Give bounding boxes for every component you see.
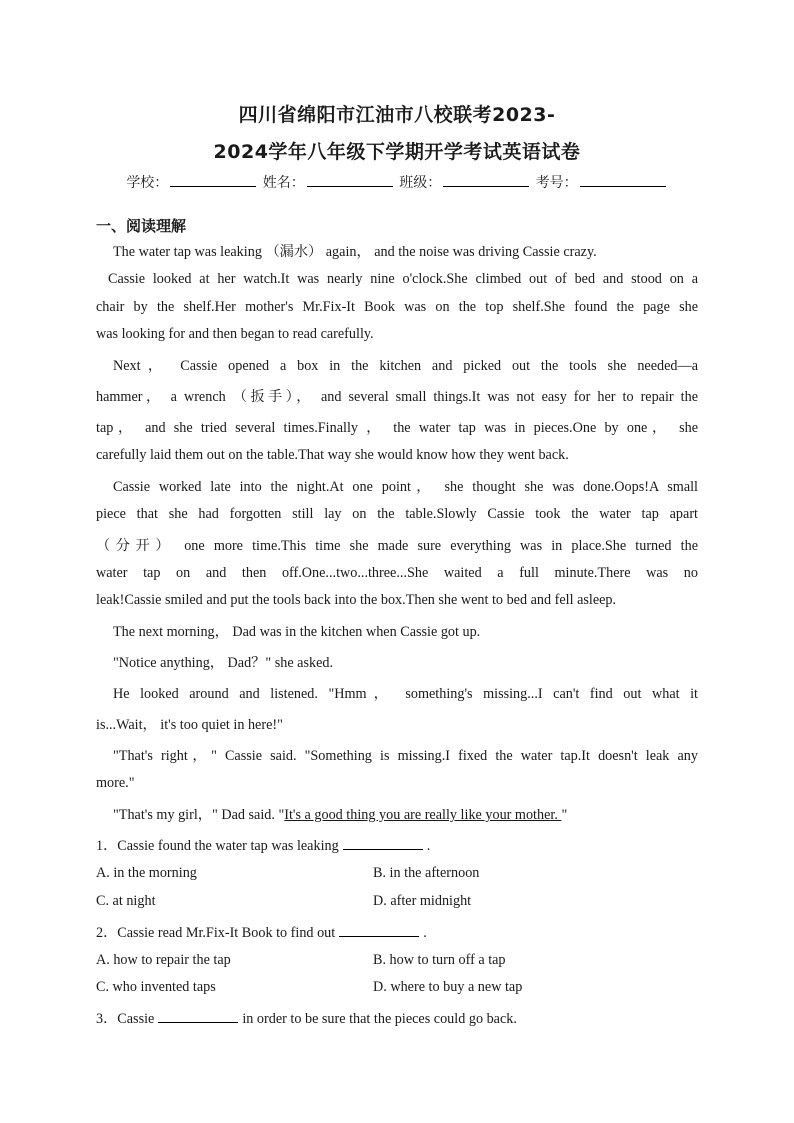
question-3-rest: in order to be sure that the pieces could go back. xyxy=(242,1011,517,1027)
option-2d[interactable]: D. where to buy a new tap xyxy=(373,979,523,995)
question-1-stem: 1．Cassie found the water tap was leaking xyxy=(96,838,339,854)
question-3-stem: 3．Cassie xyxy=(96,1011,155,1027)
exam-number-blank[interactable] xyxy=(580,174,666,187)
passage-line: piece that she had forgotten still lay on the table.Slowly Cassie took the water tap apart xyxy=(96,506,698,522)
passage-line: more." xyxy=(96,775,135,791)
question-1 xyxy=(96,835,430,855)
passage-line: was looking for and then began to read carefully. xyxy=(96,326,374,342)
passage-line: Cassie looked at her watch.It was nearly nine o'clock.She climbed out of bed and stood on a xyxy=(108,271,698,287)
option-2a[interactable]: A. how to repair the tap xyxy=(96,952,231,968)
passage-line: "That's right，" Cassie said. "Something is missing.I fixed the water tap.It doesn't leak any xyxy=(113,748,698,764)
option-2c[interactable]: C. who invented taps xyxy=(96,979,216,995)
question-3 xyxy=(96,1008,517,1028)
option-1a[interactable]: A. in the morning xyxy=(96,865,197,881)
exam-title-line2: 2024学年八年级下学期开学考试英语试卷 xyxy=(213,141,581,163)
passage-line: tap， and she tried several times.Finally ， the water tap was in pieces.One by one， she xyxy=(96,420,698,436)
section-heading: 一、阅读理解 xyxy=(96,217,187,235)
class-label: 班级： xyxy=(399,175,442,191)
quote-end: " xyxy=(561,807,568,823)
passage-line: Cassie worked late into the night.At one point， she thought she was done.Oops!A small xyxy=(113,479,698,495)
passage-line: carefully laid them out on the table.That way she would know how they went back. xyxy=(96,447,569,463)
question-2-stem: 2．Cassie read Mr.Fix-It Book to find out xyxy=(96,925,336,941)
passage-line: The water tap was leaking （漏水） again， and the noise was driving Cassie crazy. xyxy=(113,244,597,260)
question-1-period: . xyxy=(426,838,431,854)
option-2b[interactable]: B. how to turn off a tap xyxy=(373,952,506,968)
passage-line: Next， Cassie opened a box in the kitchen and picked out the tools she needed—a xyxy=(113,358,698,374)
passage-line: is...Wait， it's too quiet in here!" xyxy=(96,717,283,733)
underlined-sentence: It's a good thing you are really like your mother. xyxy=(284,807,562,823)
passage-line: He looked around and listened. "Hmm， something's missing...I can't find out what it xyxy=(113,686,698,702)
option-1b[interactable]: B. in the afternoon xyxy=(373,865,480,881)
passage-line: "Notice anything， Dad？" she asked. xyxy=(113,655,334,671)
name-label: 姓名： xyxy=(262,175,305,191)
passage-line xyxy=(113,804,698,824)
name-blank[interactable] xyxy=(307,174,393,187)
passage-line: （分开） one more time.This time she made sure everything was in place.She turned the xyxy=(96,538,698,554)
school-blank[interactable] xyxy=(170,174,256,187)
option-1c[interactable]: C. at night xyxy=(96,893,156,909)
school-label: 学校： xyxy=(126,175,169,191)
passage-line: leak!Cassie smiled and put the tools back into the box.Then she went to bed and fell asleep. xyxy=(96,592,617,608)
passage-line: water tap on and then off.One...two...three...She waited a full minute.There was no xyxy=(96,565,698,581)
exam-title-line1: 四川省绵阳市江油市八校联考2023- xyxy=(238,104,556,126)
answer-blank[interactable] xyxy=(339,924,419,937)
question-2-period: . xyxy=(423,925,427,941)
passage-line: chair by the shelf.Her mother's Mr.Fix-It Book was on the top shelf.She found the page she xyxy=(96,299,698,315)
class-blank[interactable] xyxy=(443,174,529,187)
exam-number-label: 考号： xyxy=(535,175,578,191)
student-info-row xyxy=(0,172,794,192)
quote-start: "That's my girl，" Dad said. " xyxy=(113,807,285,823)
option-1d[interactable]: D. after midnight xyxy=(373,893,472,909)
answer-blank[interactable] xyxy=(158,1010,238,1023)
question-2 xyxy=(96,922,427,942)
passage-line: The next morning， Dad was in the kitchen when Cassie got up. xyxy=(113,624,481,640)
answer-blank[interactable] xyxy=(343,837,423,850)
passage-line: hammer， a wrench （扳手）， and several small things.It was not easy for her to repair the xyxy=(96,389,698,405)
